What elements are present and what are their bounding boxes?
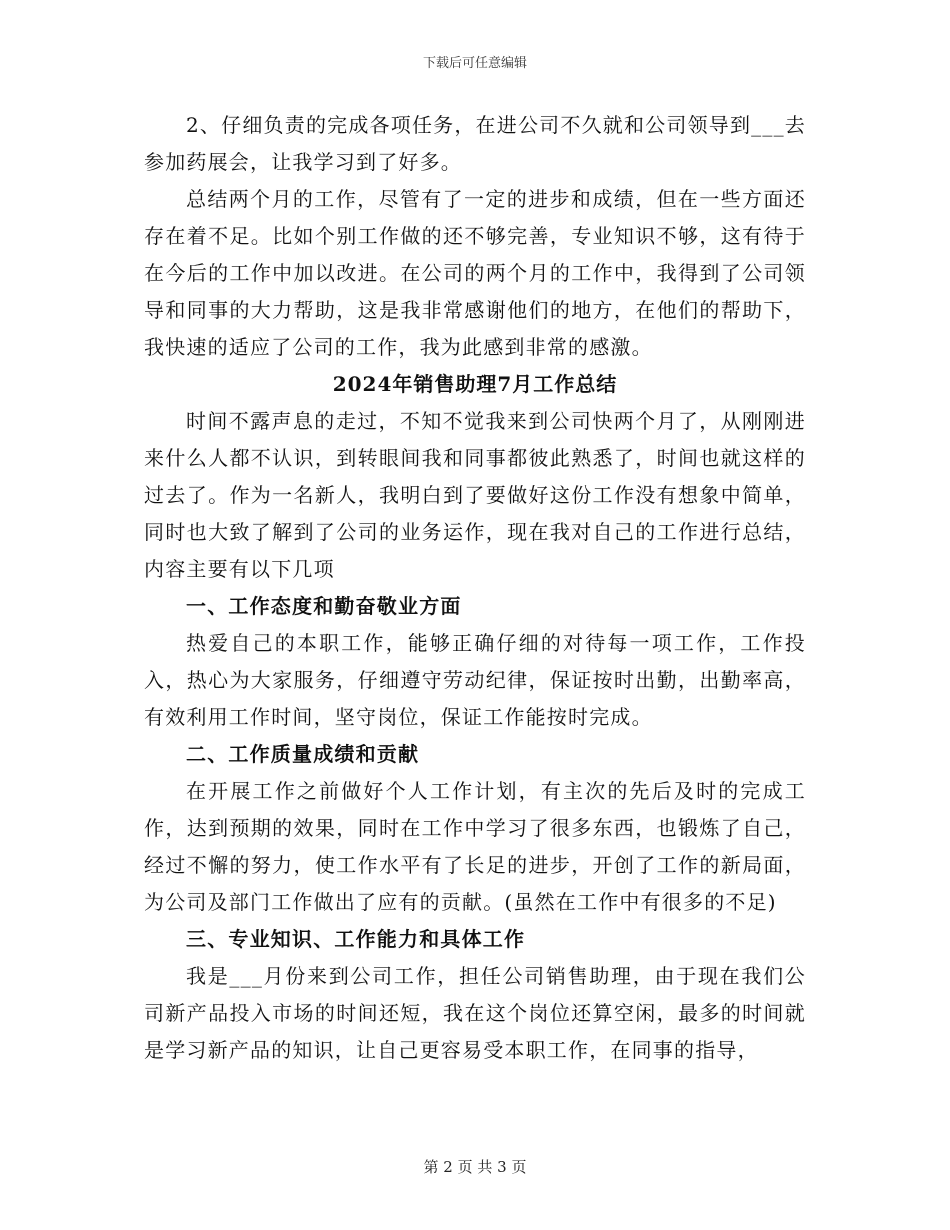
document-title: 2024年销售助理7月工作总结 [332,372,618,396]
paragraph-knowledge: 我是___月份来到公司工作，担任公司销售助理，由于现在我们公司新产品投入市场的时间还短，我在这个岗位还算空闲，最多的时间就是学习新产品的知识，让自己更容易受本职工作，在同事的指导， [144,964,806,1062]
paragraph-attitude: 热爱自己的本职工作，能够正确仔细的对待每一项工作，工作投入，热心为大家服务，仔细遵守劳动纪律，保证按时出勤，出勤率高，有效利用工作时间，坚守岗位，保证工作能按时完成。 [144,631,806,729]
page-number: 第 2 页 共 3 页 [423,1158,527,1176]
paragraph-summary: 总结两个月的工作，尽管有了一定的进步和成绩，但在一些方面还存在着不足。比如个别工作做的还不够完善，专业知识不够，这有待于在今后的工作中加以改进。在公司的两个月的工作中，我得到了公司领导和同事的大力帮助，这是我非常感谢他们的地方，在他们的帮助下，我快速的适应了公司的工作，我为此感到非常的感激。 [144,187,806,359]
paragraph-intro: 时间不露声息的走过，不知不觉我来到公司快两个月了，从刚刚进来什么人都不认识，到转眼间我和同事都彼此熟悉了，时间也就这样的过去了。作为一名新人，我明白到了要做好这份工作没有想象中简单，同时也大致了解到了公司的业务运作，现在我对自己的工作进行总结，内容主要有以下几项 [144,409,806,581]
document-body [144,107,806,1069]
page-header-note: 下载后可任意编辑 [422,56,527,71]
section-heading-quality: 二、工作质量成绩和贡献 [186,742,420,766]
paragraph-task-item: 2、仔细负责的完成各项任务，在进公司不久就和公司领导到___去参加药展会，让我学习到了好多。 [144,113,806,174]
section-heading-attitude: 一、工作态度和勤奋敬业方面 [186,594,462,618]
section-heading-knowledge: 三、专业知识、工作能力和具体工作 [186,927,526,951]
paragraph-quality: 在开展工作之前做好个人工作计划，有主次的先后及时的完成工作，达到预期的效果，同时在工作中学习了很多东西，也锻炼了自己，经过不懈的努力，使工作水平有了长足的进步，开创了工作的新局面，为公司及部门工作做出了应有的贡献。(虽然在工作中有很多的不足) [144,779,806,914]
